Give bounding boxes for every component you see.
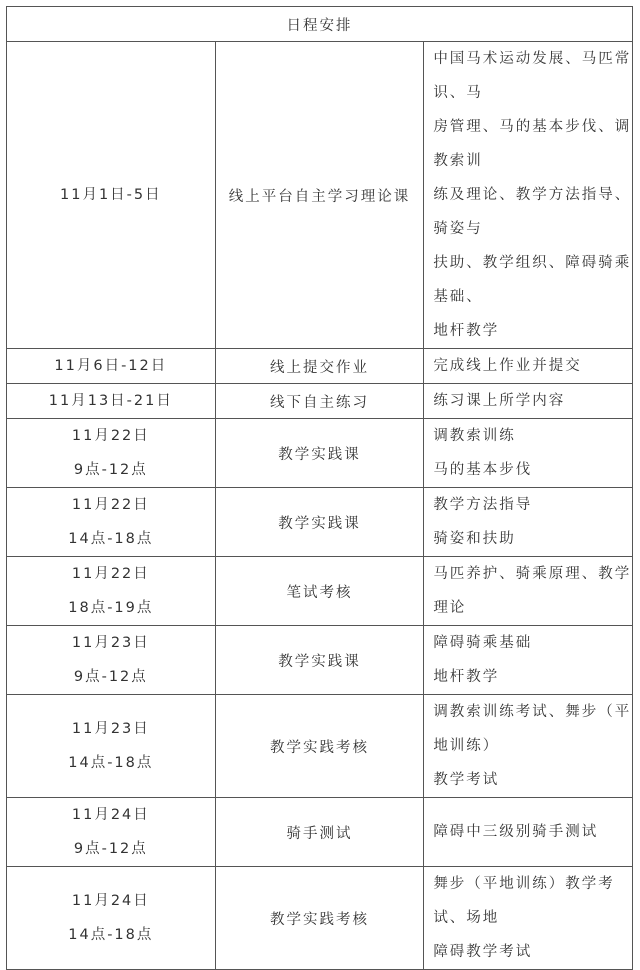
content-line: 地杆教学 — [433, 669, 500, 685]
table-row — [7, 419, 633, 488]
table-row — [7, 384, 633, 419]
content-line: 舞步（平地训练）教学考试、场地 — [433, 876, 615, 926]
content-line: 练习课上所学内容 — [433, 393, 566, 409]
content-cell — [424, 42, 633, 349]
table-title: 日程安排 — [7, 7, 633, 42]
content-line: 中国马术运动发展、马匹常识、马 — [433, 51, 632, 101]
content-line: 房管理、马的基本步伐、调教索训 — [433, 119, 632, 169]
activity-cell: 线下自主练习 — [215, 384, 424, 419]
date-cell — [7, 557, 216, 626]
date-cell — [7, 798, 216, 867]
activity-cell: 教学实践考核 — [215, 695, 424, 798]
content-line: 练及理论、教学方法指导、骑姿与 — [433, 187, 632, 237]
activity-cell: 教学实践课 — [215, 419, 424, 488]
content-line: 马匹养护、骑乘原理、教学理论 — [433, 566, 632, 616]
date-line: 11月6日-12日 — [54, 358, 168, 374]
date-line: 11月22日 — [71, 428, 150, 444]
activity-cell: 线上平台自主学习理论课 — [215, 42, 424, 349]
date-cell — [7, 42, 216, 349]
date-line: 9点-12点 — [73, 669, 148, 685]
date-line: 11月22日 — [71, 497, 150, 513]
content-line: 调教索训练 — [433, 428, 516, 444]
activity-cell: 骑手测试 — [215, 798, 424, 867]
activity-cell: 教学实践考核 — [215, 867, 424, 970]
date-line: 11月23日 — [71, 721, 150, 737]
activity-cell: 教学实践课 — [215, 626, 424, 695]
table-row — [7, 42, 633, 349]
content-line: 扶助、教学组织、障碍骑乘基础、 — [433, 255, 632, 305]
table-row — [7, 695, 633, 798]
content-line: 地杆教学 — [433, 323, 500, 339]
date-line: 14点-18点 — [68, 755, 154, 771]
date-line: 9点-12点 — [73, 462, 148, 478]
content-line: 障碍教学考试 — [433, 944, 533, 960]
table-row — [7, 798, 633, 867]
content-cell — [424, 626, 633, 695]
content-line: 马的基本步伐 — [433, 462, 533, 478]
content-cell — [424, 349, 633, 384]
content-line: 障碍中三级别骑手测试 — [433, 824, 599, 840]
table-row — [7, 626, 633, 695]
content-line: 调教索训练考试、舞步（平地训练） — [433, 704, 632, 754]
table-row — [7, 349, 633, 384]
date-cell — [7, 626, 216, 695]
activity-cell: 教学实践课 — [215, 488, 424, 557]
content-line: 完成线上作业并提交 — [433, 358, 582, 374]
content-cell — [424, 557, 633, 626]
content-cell — [424, 798, 633, 867]
activity-cell: 线上提交作业 — [215, 349, 424, 384]
table-row — [7, 488, 633, 557]
date-cell — [7, 695, 216, 798]
date-line: 9点-12点 — [73, 841, 148, 857]
content-cell — [424, 384, 633, 419]
table-row — [7, 557, 633, 626]
date-line: 11月22日 — [71, 566, 150, 582]
date-cell — [7, 349, 216, 384]
content-cell — [424, 488, 633, 557]
content-line: 骑姿和扶助 — [433, 531, 516, 547]
date-cell — [7, 867, 216, 970]
date-line: 11月24日 — [71, 807, 150, 823]
content-line: 教学方法指导 — [433, 497, 533, 513]
content-cell — [424, 419, 633, 488]
date-line: 14点-18点 — [68, 531, 154, 547]
schedule-table — [6, 6, 633, 970]
date-line: 11月1日-5日 — [60, 187, 162, 203]
date-line: 11月23日 — [71, 635, 150, 651]
table-title-row — [7, 7, 633, 42]
content-cell — [424, 867, 633, 970]
date-cell — [7, 384, 216, 419]
activity-cell: 笔试考核 — [215, 557, 424, 626]
content-line: 教学考试 — [433, 772, 500, 788]
content-line: 障碍骑乘基础 — [433, 635, 533, 651]
date-line: 18点-19点 — [68, 600, 154, 616]
date-line: 14点-18点 — [68, 927, 154, 943]
date-cell — [7, 419, 216, 488]
date-cell — [7, 488, 216, 557]
date-line: 11月24日 — [71, 893, 150, 909]
date-line: 11月13日-21日 — [48, 393, 173, 409]
content-cell — [424, 695, 633, 798]
table-row — [7, 867, 633, 970]
